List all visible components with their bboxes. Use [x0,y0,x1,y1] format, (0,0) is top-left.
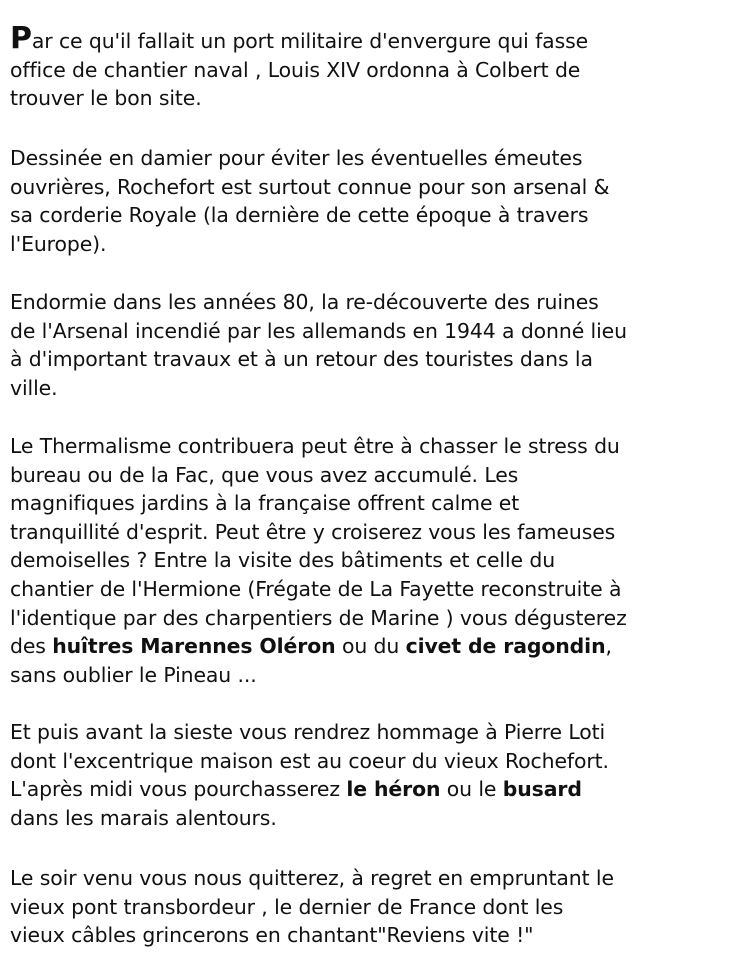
bold-busard: busard [502,777,582,802]
paragraph-damier [10,144,726,258]
paragraph-pierre-loti [10,718,726,832]
text-line [10,775,726,804]
text-line: demoiselles ? Entre la visite des bâtiments et celle du [10,548,556,573]
text-line: ville. [10,375,58,400]
paragraph-arsenal [10,288,726,402]
text-line: Et puis avant la sieste vous rendrez hommage à Pierre Loti [10,720,606,744]
text-line: dans les marais alentours. [10,805,277,830]
text-line: vieux pont transbordeur , le dernier de France dont les [10,894,564,919]
text-line: l'Europe). [10,231,107,256]
text-line: Dessinée en damier pour éviter les éventuelles émeutes [10,146,583,170]
text-segment: ou le [440,777,503,802]
text-segment: L'après midi vous pourchasserez [10,777,347,802]
text-line [10,632,726,661]
paragraph-pont-transbordeur [10,864,726,950]
text-line: dont l'excentrique maison est au coeur du vieux Rochefort. [10,748,609,773]
text-line: trouver le bon site. [10,86,202,111]
drop-cap: P [10,21,32,56]
text-line: chantier de l'Hermione (Frégate de La Fayette reconstruite à [10,576,622,601]
text-segment: des [10,634,53,659]
bold-huitres: huîtres Marennes Oléron [52,634,336,659]
text-segment: , [605,634,612,659]
text-line: l'identique par des charpentiers de Marine ) vous dégusterez [10,605,627,630]
text-line: office de chantier naval , Louis XIV ordonna à Colbert de [10,57,581,82]
bold-civet: civet de ragondin [405,634,606,659]
paragraph-port-militaire [10,21,726,113]
text-line-content: ar ce qu'il fallait un port militaire d'envergure qui fasse [31,29,589,53]
text-line: sans oublier le Pineau ... [10,662,257,687]
text-line: bureau ou de la Fac, que vous avez accumulé. Les [10,462,519,487]
text-line: de l'Arsenal incendié par les allemands en 1944 a donné lieu [10,318,627,343]
text-line: à d'important travaux et à un retour des touristes dans la [10,347,593,372]
text-line: magnifiques jardins à la française offrent calme et [10,491,520,516]
text-line: ouvrières, Rochefort est surtout connue pour son arsenal & [10,174,610,199]
text-line: Le Thermalisme contribuera peut être à chasser le stress du [10,434,620,458]
text-line [10,21,726,56]
bold-heron: le héron [346,777,441,802]
paragraph-thermalisme [10,432,726,689]
text-line: Endormie dans les années 80, la re-découverte des ruines [10,290,599,314]
text-line: vieux câbles grincerons en chantant"Reviens vite !" [10,923,534,948]
text-line: sa corderie Royale (la dernière de cette époque à travers [10,203,589,228]
text-line: Le soir venu vous nous quitterez, à regret en empruntant le [10,866,614,890]
text-line: tranquillité d'esprit. Peut être y croiserez vous les fameuses [10,519,616,544]
text-segment: ou du [335,634,406,659]
